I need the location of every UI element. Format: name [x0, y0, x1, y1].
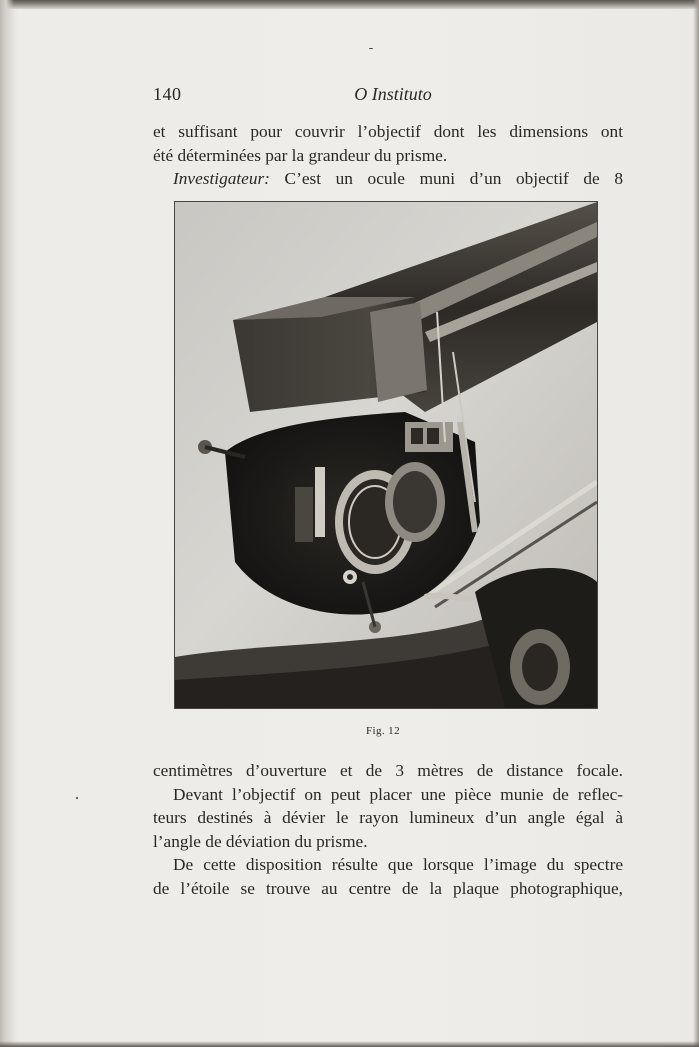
text-line-rest: C’est un ocule muni d’un objectif de 8: [269, 169, 623, 188]
paper-speck: [369, 48, 373, 49]
page-number: 140: [153, 84, 182, 104]
paper-speck: [76, 797, 78, 799]
text-line: l’angle de déviation du prisme.: [153, 831, 368, 851]
speaker-label: Investigateur:: [173, 169, 270, 188]
page-right-edge: [693, 0, 699, 1047]
page-top-edge: [0, 0, 699, 9]
figure-caption: Fig. 12: [366, 725, 400, 737]
figure-photograph: [174, 201, 598, 709]
paragraph-top: [153, 120, 623, 191]
journal-title: O Instituto: [354, 84, 432, 104]
page-gutter-edge: [0, 0, 14, 1047]
page-bottom-edge: [0, 1041, 699, 1047]
text-line: été déterminées par la grandeur du prisme.: [153, 145, 448, 165]
telescope-spectrograph-photo: [175, 202, 597, 708]
running-head: [153, 84, 623, 108]
text-line: de l’étoile se trouve au centre de la plaque photographique,: [153, 878, 623, 898]
paragraph-bottom: [153, 759, 623, 900]
text-line: [153, 167, 623, 191]
text-line: De cette disposition résulte que lorsque l’image du spectre: [173, 855, 623, 874]
text-line: teurs destinés à dévier le rayon lumineux d’un angle égal à: [153, 808, 623, 827]
text-line: et suffisant pour couvrir l’objectif dont les dimensions ont: [153, 122, 623, 141]
text-line: centimètres d’ouverture et de 3 mètres de distance focale.: [153, 761, 623, 780]
text-line: Devant l’objectif on peut placer une pièce munie de reflec-: [173, 784, 623, 804]
